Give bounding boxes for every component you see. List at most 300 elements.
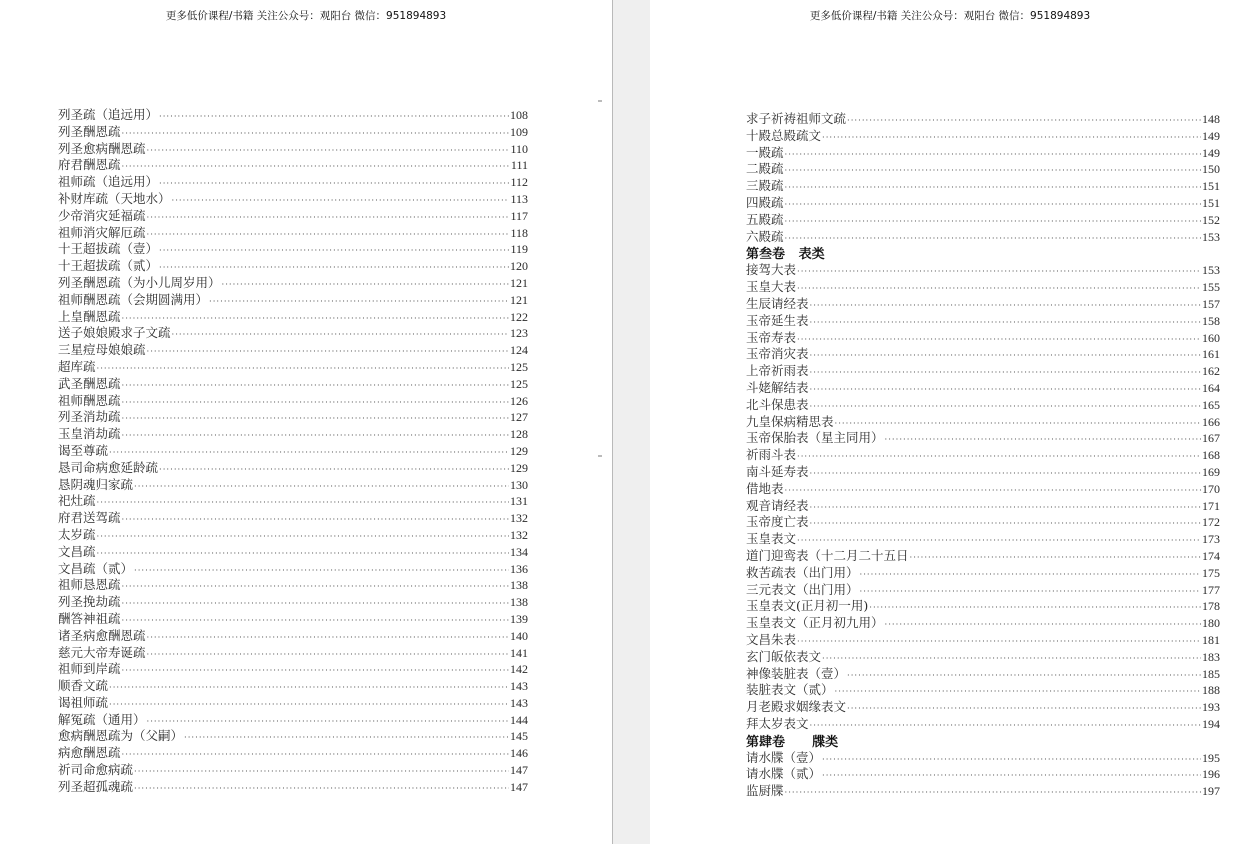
toc-page-number: 138	[510, 578, 528, 593]
toc-leader-dots	[134, 566, 509, 576]
toc-page-number: 183	[1202, 649, 1220, 664]
toc-leader-dots	[109, 700, 509, 710]
toc-entry-title: 玄门皈依表文	[746, 648, 822, 664]
toc-page-number: 131	[510, 494, 528, 509]
toc-entry	[58, 155, 528, 172]
toc-entry-title: 上皇酬恩疏	[58, 308, 121, 324]
toc-entry	[746, 630, 1220, 647]
toc-entry	[58, 491, 528, 508]
toc-entry-title: 五殿疏	[746, 211, 784, 227]
toc-leader-dots	[109, 683, 509, 693]
toc-entry-title: 病愈酬恩疏	[58, 745, 121, 761]
toc-leader-dots	[122, 162, 510, 172]
toc-leader-dots	[810, 351, 1201, 361]
toc-leader-dots	[122, 431, 509, 441]
toc-entry	[58, 357, 528, 374]
toc-entry-title: 文昌朱表	[746, 631, 797, 647]
toc-leader-dots	[147, 717, 509, 727]
toc-page-number: 113	[510, 191, 528, 206]
toc-leader-dots	[797, 536, 1201, 546]
toc-leader-dots	[835, 419, 1201, 429]
toc-entry	[746, 546, 1220, 563]
toc-leader-dots	[785, 217, 1201, 227]
toc-entry-title: 诸圣病愈酬恩疏	[58, 627, 146, 643]
toc-entry	[58, 105, 528, 122]
toc-leader-dots	[147, 650, 509, 660]
toc-entry-title: 请水牒（壹）	[746, 749, 822, 765]
toc-leader-dots	[885, 435, 1201, 445]
toc-entry-title: 十殿总殿疏文	[746, 127, 822, 143]
toc-leader-dots	[134, 482, 509, 492]
toc-leader-dots	[109, 448, 509, 458]
toc-entry-title: 南斗延寿表	[746, 463, 809, 479]
toc-page-number: 185	[1202, 666, 1220, 681]
toc-page-number: 188	[1202, 683, 1220, 698]
toc-entry-title: 玉皇消劫疏	[58, 426, 121, 442]
toc-entry-title: 十王超拔疏（壹）	[58, 241, 159, 257]
toc-page-number: 119	[510, 242, 528, 257]
toc-entry	[746, 529, 1220, 546]
toc-page-number: 151	[1202, 195, 1220, 210]
toc-page-number: 136	[510, 561, 528, 576]
toc-entry	[746, 126, 1220, 143]
toc-leader-dots	[122, 666, 509, 676]
toc-entry-title: 拜太岁表文	[746, 715, 809, 731]
toc-entry	[58, 693, 528, 710]
toc-leader-dots	[810, 469, 1201, 479]
toc-entry	[58, 592, 528, 609]
toc-entry	[58, 340, 528, 357]
toc-entry-title: 文昌疏	[58, 543, 96, 559]
toc-entry-title: 列圣疏（追远用）	[58, 107, 159, 122]
section-heading: 第叁卷 表类	[746, 247, 825, 263]
toc-page-number: 108	[510, 108, 528, 122]
toc-entry-title: 玉帝寿表	[746, 329, 797, 345]
toc-entry	[746, 143, 1220, 160]
toc-entry-title: 玉皇表文	[746, 531, 797, 547]
toc-page-number: 125	[510, 376, 528, 391]
toc-page-number: 145	[510, 729, 528, 744]
toc-entry	[58, 391, 528, 408]
toc-entry-title: 恳司命病愈延龄疏	[58, 459, 159, 475]
toc-entry-title: 祖师疏（追远用）	[58, 174, 159, 190]
toc-leader-dots	[159, 263, 509, 273]
toc-leader-dots	[122, 750, 509, 760]
toc-page-number: 121	[510, 275, 528, 290]
toc-page-number: 147	[510, 763, 528, 778]
toc-page-number: 149	[1202, 145, 1220, 160]
toc-leader-dots	[172, 196, 510, 206]
toc-page-number: 164	[1202, 380, 1220, 395]
toc-entry-title: 列圣酬恩疏	[58, 123, 121, 139]
toc-leader-dots	[885, 620, 1201, 630]
toc-entry-title: 九皇保病精思表	[746, 413, 834, 429]
toc-entry-title: 月老殿求姻缘表文	[746, 699, 847, 715]
toc-entry-title: 祖师消灾解厄疏	[58, 224, 146, 240]
toc-entry	[746, 462, 1220, 479]
toc-entry	[58, 323, 528, 340]
toc-leader-dots	[222, 280, 509, 290]
toc-entry	[58, 710, 528, 727]
toc-entry-title: 文昌疏（贰）	[58, 560, 134, 576]
toc-page-number: 128	[510, 427, 528, 442]
toc-entry	[746, 580, 1220, 597]
toc-leader-dots	[810, 301, 1201, 311]
toc-page-number: 109	[510, 124, 528, 139]
toc-leader-dots	[159, 246, 509, 256]
toc-entry-title: 求子祈祷祖师文疏	[746, 111, 847, 126]
toc-leader-dots	[847, 116, 1201, 126]
toc-entry-title: 府君送驾疏	[58, 510, 121, 526]
toc-entry-title: 一殿疏	[746, 144, 784, 160]
toc-entry	[746, 680, 1220, 697]
scan-mark	[598, 455, 602, 457]
toc-page-number: 134	[510, 544, 528, 559]
toc-leader-dots	[785, 166, 1201, 176]
toc-entry-title: 北斗保患表	[746, 396, 809, 412]
toc-leader-dots	[122, 414, 509, 424]
toc-entry-title: 列圣愈病酬恩疏	[58, 140, 146, 156]
toc-page-number: 140	[510, 628, 528, 643]
toc-page-number: 141	[510, 645, 528, 660]
toc-leader-dots	[122, 129, 509, 139]
toc-page-number: 112	[510, 175, 528, 190]
toc-entry-title: 武圣酬恩疏	[58, 375, 121, 391]
toc-leader-dots	[785, 486, 1201, 496]
toc-leader-dots	[97, 532, 509, 542]
toc-list-left	[58, 105, 528, 794]
toc-page-number: 147	[510, 779, 528, 794]
toc-page-number: 195	[1202, 750, 1220, 765]
toc-page-number: 180	[1202, 616, 1220, 631]
toc-page-number: 197	[1202, 784, 1220, 799]
toc-entry	[58, 407, 528, 424]
toc-page-number: 173	[1202, 532, 1220, 547]
toc-leader-dots	[147, 230, 510, 240]
toc-entry-title: 列圣超孤魂疏	[58, 778, 134, 794]
toc-entry-title: 解冤疏（通用）	[58, 711, 146, 727]
toc-page-number: 165	[1202, 397, 1220, 412]
toc-page-number: 175	[1202, 565, 1220, 580]
toc-entry	[746, 697, 1220, 714]
toc-page-number: 172	[1202, 515, 1220, 530]
toc-entry	[58, 777, 528, 794]
toc-entry	[58, 542, 528, 559]
toc-entry	[58, 609, 528, 626]
toc-leader-dots	[147, 213, 510, 223]
toc-entry	[58, 659, 528, 676]
toc-page-number: 150	[1202, 162, 1220, 177]
toc-page-number: 148	[1202, 112, 1220, 126]
toc-entry-title: 接驾大表	[746, 262, 797, 278]
scan-mark	[598, 100, 602, 102]
toc-entry	[58, 475, 528, 492]
toc-leader-dots	[785, 183, 1201, 193]
toc-page-number: 174	[1202, 548, 1220, 563]
toc-entry	[746, 445, 1220, 462]
toc-leader-dots	[159, 112, 509, 122]
toc-page-number: 168	[1202, 448, 1220, 463]
toc-page-number: 123	[510, 326, 528, 341]
toc-leader-dots	[797, 284, 1201, 294]
toc-leader-dots	[122, 398, 509, 408]
toc-entry-title: 二殿疏	[746, 161, 784, 177]
toc-leader-dots	[122, 314, 509, 324]
toc-leader-dots	[797, 452, 1201, 462]
toc-leader-dots	[172, 330, 509, 340]
toc-entry	[58, 458, 528, 475]
toc-entry-title: 救苦疏表（出门用）	[746, 564, 859, 580]
toc-entry-title: 愈病酬恩疏为（父嗣）	[58, 728, 184, 744]
toc-page-number: 181	[1202, 632, 1220, 647]
toc-page-number: 166	[1202, 414, 1220, 429]
section-heading: 第肆卷 牒类	[746, 734, 839, 750]
right-page	[650, 0, 1245, 844]
toc-entry-title: 玉帝度亡表	[746, 514, 809, 530]
toc-entry-title: 上帝祈雨表	[746, 363, 809, 379]
toc-entry	[746, 764, 1220, 781]
toc-leader-dots	[822, 755, 1201, 765]
toc-page-number: 129	[510, 443, 528, 458]
toc-page-number: 149	[1202, 128, 1220, 143]
toc-entry-title: 祖师酬恩疏	[58, 392, 121, 408]
toc-page-number: 126	[510, 393, 528, 408]
toc-leader-dots	[810, 385, 1201, 395]
toc-page-number: 132	[510, 527, 528, 542]
toc-entry-title: 列圣挽劫疏	[58, 594, 121, 610]
toc-leader-dots	[835, 687, 1201, 697]
toc-entry-title: 酬答神祖疏	[58, 610, 121, 626]
toc-leader-dots	[797, 335, 1201, 345]
toc-entry-title: 观音请经表	[746, 497, 809, 513]
toc-entry-title: 斗姥解结表	[746, 379, 809, 395]
toc-leader-dots	[810, 318, 1201, 328]
toc-entry	[746, 395, 1220, 412]
toc-entry	[58, 223, 528, 240]
toc-leader-dots	[910, 553, 1201, 563]
toc-page-number: 169	[1202, 464, 1220, 479]
page-header: 更多低价课程/书籍 关注公众号：观阳台 微信：951894893	[165, 10, 447, 22]
toc-entry	[58, 256, 528, 273]
toc-entry	[58, 172, 528, 189]
toc-entry-title: 玉皇大表	[746, 279, 797, 295]
toc-entry	[58, 122, 528, 139]
toc-entry-title: 列圣酬恩疏（为小儿周岁用）	[58, 274, 221, 290]
toc-entry-title: 生辰请经表	[746, 295, 809, 311]
toc-entry-title: 玉皇表文(正月初一用)	[746, 598, 869, 614]
toc-leader-dots	[797, 637, 1201, 647]
toc-entry	[746, 361, 1220, 378]
toc-leader-dots	[847, 671, 1201, 681]
toc-entry	[746, 563, 1220, 580]
toc-leader-dots	[122, 599, 509, 609]
toc-leader-dots	[785, 200, 1201, 210]
toc-page-number: 110	[510, 141, 528, 156]
toc-entry	[58, 424, 528, 441]
toc-entry	[58, 206, 528, 223]
toc-entry	[746, 109, 1220, 126]
toc-leader-dots	[97, 364, 509, 374]
toc-entry	[746, 496, 1220, 513]
toc-leader-dots	[810, 721, 1201, 731]
toc-leader-dots	[97, 549, 509, 559]
toc-entry-title: 三星痘母娘娘疏	[58, 342, 146, 358]
toc-entry	[746, 159, 1220, 176]
toc-leader-dots	[122, 582, 509, 592]
toc-page-number: 144	[510, 712, 528, 727]
toc-page-number: 129	[510, 460, 528, 475]
toc-entry	[746, 479, 1220, 496]
toc-entry-title: 十王超拔疏（贰）	[58, 258, 159, 274]
toc-page-number: 167	[1202, 431, 1220, 446]
toc-entry-title: 玉帝消灾表	[746, 346, 809, 362]
toc-page-number: 155	[1202, 280, 1220, 295]
toc-page-number: 152	[1202, 212, 1220, 227]
toc-leader-dots	[810, 368, 1201, 378]
toc-entry-title: 恳阴魂归家疏	[58, 476, 134, 492]
toc-list-right	[746, 109, 1220, 798]
toc-entry	[58, 508, 528, 525]
toc-entry	[58, 189, 528, 206]
toc-page-number: 121	[510, 292, 528, 307]
toc-entry	[58, 676, 528, 693]
toc-page-number: 161	[1202, 347, 1220, 362]
toc-entry-title: 祈司命愈病疏	[58, 762, 134, 778]
toc-entry	[746, 277, 1220, 294]
toc-entry	[58, 441, 528, 458]
toc-leader-dots	[860, 587, 1201, 597]
toc-page-number: 138	[510, 595, 528, 610]
toc-page-number: 124	[510, 343, 528, 358]
toc-entry-title: 监厨牒	[746, 783, 784, 799]
toc-leader-dots	[822, 771, 1201, 781]
toc-entry	[746, 344, 1220, 361]
toc-leader-dots	[97, 498, 509, 508]
toc-entry-title: 神像装脏表（壹）	[746, 665, 847, 681]
toc-page-number: 146	[510, 746, 528, 761]
toc-entry	[746, 227, 1220, 244]
toc-page-number: 143	[510, 679, 528, 694]
toc-leader-dots	[810, 519, 1201, 529]
toc-entry-title: 祈雨斗表	[746, 447, 797, 463]
toc-page-number: 153	[1202, 229, 1220, 244]
toc-entry	[746, 781, 1220, 798]
toc-leader-dots	[847, 704, 1201, 714]
toc-entry	[58, 643, 528, 660]
toc-page-number: 111	[510, 158, 528, 173]
toc-page-number: 117	[510, 208, 528, 223]
toc-leader-dots	[797, 267, 1201, 277]
toc-page-number: 118	[510, 225, 528, 240]
toc-entry	[58, 290, 528, 307]
toc-page-number: 125	[510, 359, 528, 374]
toc-leader-dots	[869, 603, 1201, 613]
toc-page-number: 132	[510, 511, 528, 526]
toc-leader-dots	[159, 465, 509, 475]
toc-leader-dots	[785, 234, 1201, 244]
toc-entry-title: 少帝消灾延福疏	[58, 207, 146, 223]
page-header: 更多低价课程/书籍 关注公众号：观阳台 微信：951894893	[809, 10, 1091, 22]
toc-leader-dots	[810, 503, 1201, 513]
toc-entry	[746, 664, 1220, 681]
toc-page-number: 196	[1202, 767, 1220, 782]
toc-leader-dots	[134, 767, 509, 777]
toc-entry	[746, 311, 1220, 328]
toc-entry	[58, 575, 528, 592]
toc-entry	[746, 748, 1220, 765]
toc-entry-title: 慈元大帝寿诞疏	[58, 644, 146, 660]
toc-entry	[746, 176, 1220, 193]
toc-entry	[746, 210, 1220, 227]
toc-entry-title: 请水牒（贰）	[746, 766, 822, 782]
toc-page-number: 194	[1202, 716, 1220, 731]
toc-entry-title: 六殿疏	[746, 228, 784, 244]
toc-entry	[746, 428, 1220, 445]
toc-page-number: 127	[510, 410, 528, 425]
toc-page-number: 160	[1202, 330, 1220, 345]
toc-page-number: 143	[510, 695, 528, 710]
toc-entry-title: 四殿疏	[746, 194, 784, 210]
toc-entry-title: 祖师酬恩疏（会期圆满用）	[58, 291, 209, 307]
page-gutter	[612, 0, 651, 844]
toc-entry	[58, 626, 528, 643]
toc-leader-dots	[184, 733, 509, 743]
toc-entry	[58, 743, 528, 760]
toc-entry-title: 借地表	[746, 480, 784, 496]
toc-page-number: 122	[510, 309, 528, 324]
toc-leader-dots	[785, 150, 1201, 160]
toc-entry	[746, 714, 1220, 731]
toc-entry-title: 三元表文（出门用）	[746, 581, 859, 597]
toc-page-number: 158	[1202, 313, 1220, 328]
toc-entry-title: 玉帝延生表	[746, 312, 809, 328]
toc-entry	[746, 260, 1220, 277]
toc-entry-title: 超库疏	[58, 358, 96, 374]
toc-leader-dots	[860, 570, 1201, 580]
toc-leader-dots	[147, 633, 509, 643]
toc-page-number: 178	[1202, 599, 1220, 614]
toc-page-number: 171	[1202, 498, 1220, 513]
toc-entry	[58, 559, 528, 576]
toc-entry	[746, 613, 1220, 630]
toc-page-number: 130	[510, 477, 528, 492]
toc-leader-dots	[159, 179, 509, 189]
toc-leader-dots	[147, 146, 510, 156]
toc-page-number: 157	[1202, 296, 1220, 311]
toc-entry	[746, 512, 1220, 529]
toc-entry	[746, 647, 1220, 664]
toc-entry-title: 太岁疏	[58, 526, 96, 542]
toc-entry	[746, 193, 1220, 210]
toc-leader-dots	[122, 616, 509, 626]
toc-entry-title: 装脏表文（贰）	[746, 682, 834, 698]
toc-leader-dots	[147, 347, 509, 357]
toc-leader-dots	[822, 133, 1201, 143]
toc-leader-dots	[122, 381, 509, 391]
toc-entry	[746, 378, 1220, 395]
toc-entry	[746, 596, 1220, 613]
left-page	[0, 0, 612, 844]
toc-entry-title: 祖师到岸疏	[58, 661, 121, 677]
toc-entry	[746, 412, 1220, 429]
toc-entry-title: 玉皇表文（正月初九用）	[746, 615, 884, 631]
toc-leader-dots	[822, 654, 1201, 664]
toc-entry	[58, 139, 528, 156]
toc-entry-title: 玉帝保胎表（星主同用）	[746, 430, 884, 446]
toc-page-number: 177	[1202, 582, 1220, 597]
toc-entry	[746, 328, 1220, 345]
toc-entry-title: 道门迎鸾表（十二月二十五日	[746, 547, 909, 563]
